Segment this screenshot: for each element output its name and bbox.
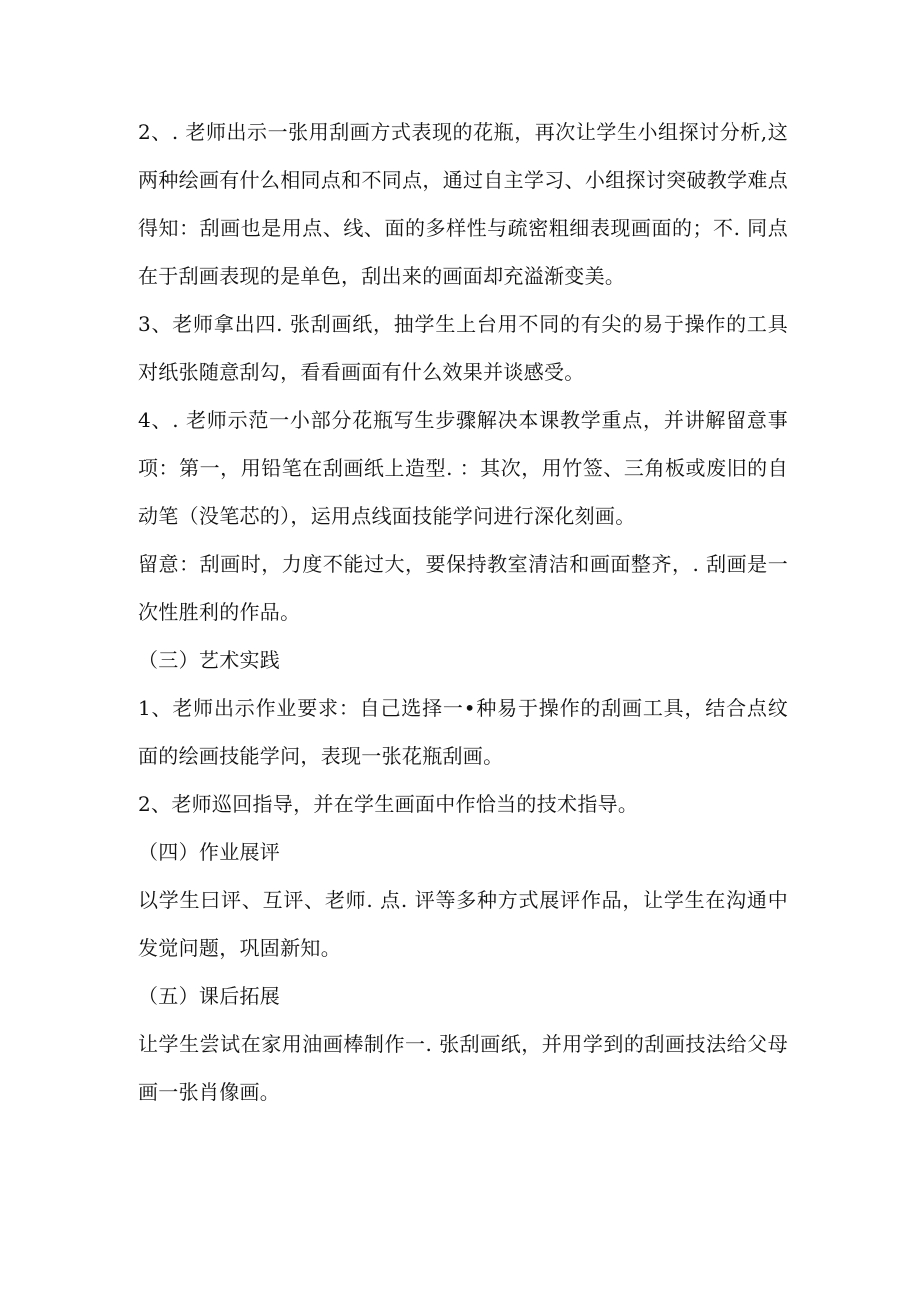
paragraph-assignment-requirement: 1、老师出示作业要求：自己选择一•种易于操作的刮画工具，结合点纹面的绘画技能学问，表现一张花瓶刮画。 — [138, 696, 788, 768]
paragraph-step-4: 4、. 老师示范一小部分花瓶写生步骤解决本课教学重点，并讲解留意事项：第一，用铅笔在刮画纸上造型. ：其次，用竹签、三角板或废旧的自动笔（没笔芯的），运用点线面技能学问进行深化刻画。 — [138, 408, 788, 528]
paragraph-notice: 留意：刮画时，力度不能过大，要保持教室清洁和画面整齐，. 刮画是一次性胜利的作品。 — [138, 552, 788, 624]
paragraph-step-2: 2、. 老师出示一张用刮画方式表现的花瓶，再次让学生小组探讨分析,这两种绘画有什么相同点和不同点，通过自主学习、小组探讨突破教学难点得知：刮画也是用点、线、面的多样性与疏密粗细表现画面的；不. 同点在于刮画表现的是单色，刮出来的画面却充溢渐变美。 — [138, 120, 788, 288]
section-heading-extension: （五）课后拓展 — [138, 984, 281, 1008]
section-heading-work-review: （四）作业展评 — [138, 840, 281, 864]
paragraph-review-methods: 以学生曰评、互评、老师. 点. 评等多种方式展评作品，让学生在沟通中发觉问题，巩固新知。 — [138, 888, 788, 960]
section-heading-art-practice: （三）艺术实践 — [138, 648, 281, 672]
paragraph-extension-task: 让学生尝试在家用油画棒制作一. 张刮画纸，并用学到的刮画技法给父母画一张肖像画。 — [138, 1032, 788, 1104]
paragraph-step-3: 3、老师拿出四. 张刮画纸，抽学生上台用不同的有尖的易于操作的工具对纸张随意刮勾，看看画面有什么效果并谈感受。 — [138, 312, 788, 384]
document-body — [138, 108, 788, 1116]
paragraph-teacher-guidance: 2、老师巡回指导，并在学生画面中作恰当的技术指导。 — [138, 792, 639, 816]
